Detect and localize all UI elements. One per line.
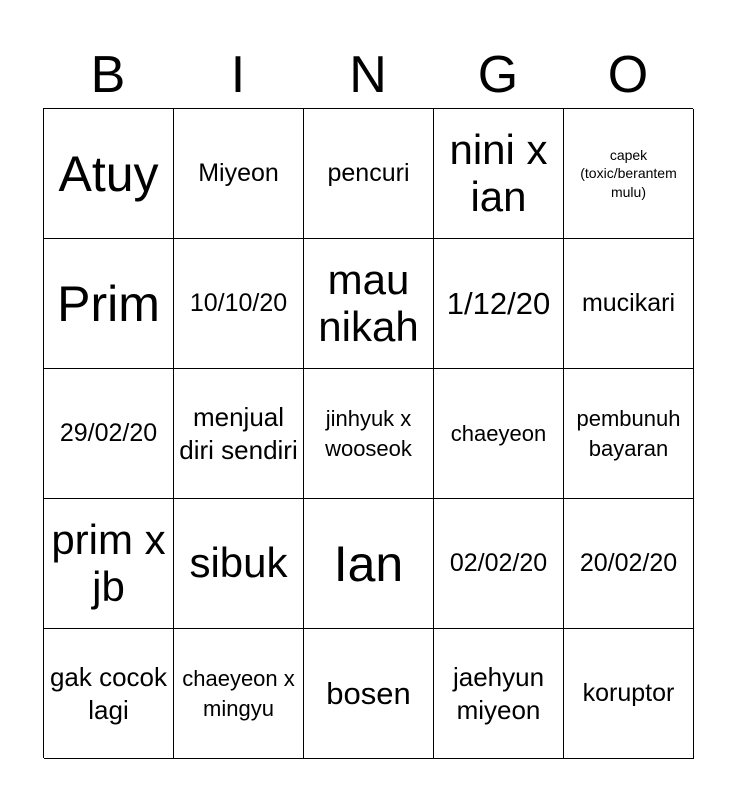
- cell-text: pencuri: [327, 159, 410, 187]
- cell-text: chaeyeon x mingyu: [182, 665, 295, 721]
- cell-text: gak cocok lagi: [49, 662, 168, 725]
- cell-text: jaehyun miyeon: [452, 662, 545, 725]
- bingo-cell[interactable]: [564, 109, 694, 239]
- bingo-cell[interactable]: [434, 239, 564, 369]
- cell-text: Prim: [57, 275, 160, 332]
- bingo-cell[interactable]: [174, 499, 304, 629]
- bingo-cell[interactable]: [174, 629, 304, 759]
- bingo-cell[interactable]: [174, 369, 304, 499]
- bingo-cell[interactable]: [434, 369, 564, 499]
- bingo-cell[interactable]: [304, 369, 434, 499]
- cell-text: Atuy: [58, 145, 159, 202]
- cell-text: mucikari: [581, 289, 676, 317]
- cell-text: Miyeon: [198, 159, 279, 187]
- cell-text: prim x jb: [51, 516, 166, 610]
- bingo-cell[interactable]: [44, 239, 174, 369]
- bingo-cell[interactable]: [44, 109, 174, 239]
- bingo-cell[interactable]: [434, 499, 564, 629]
- cell-text: 29/02/20: [59, 419, 158, 447]
- bingo-cell[interactable]: [44, 499, 174, 629]
- cell-text: 20/02/20: [579, 549, 678, 577]
- header-letter-o: O: [607, 46, 649, 104]
- bingo-cell[interactable]: [304, 499, 434, 629]
- bingo-cell[interactable]: [564, 629, 694, 759]
- bingo-cell[interactable]: [564, 499, 694, 629]
- cell-text: 10/10/20: [189, 289, 288, 317]
- cell-text: jinhyuk x wooseok: [325, 405, 412, 461]
- header-letter-g: G: [477, 46, 519, 104]
- bingo-cell[interactable]: [304, 629, 434, 759]
- header-letter-n: N: [349, 46, 387, 104]
- cell-text: chaeyeon: [450, 420, 547, 446]
- bingo-cell[interactable]: [304, 239, 434, 369]
- cell-text: koruptor: [582, 679, 675, 707]
- cell-text: 02/02/20: [449, 549, 548, 577]
- bingo-cell[interactable]: [44, 369, 174, 499]
- cell-text: mau nikah: [318, 256, 419, 350]
- cell-text: Ian: [333, 535, 404, 592]
- bingo-cell[interactable]: [434, 109, 564, 239]
- cell-text: pembunuh bayaran: [576, 405, 681, 461]
- header-letter-b: B: [90, 46, 126, 104]
- header-letter-i: I: [230, 46, 246, 104]
- bingo-cell[interactable]: [564, 369, 694, 499]
- cell-text: nini x ian: [449, 126, 548, 220]
- cell-text: 1/12/20: [446, 285, 551, 321]
- bingo-cell[interactable]: [304, 109, 434, 239]
- cell-text: menjual diri sendiri: [179, 402, 298, 465]
- bingo-cell[interactable]: [564, 239, 694, 369]
- bingo-cell[interactable]: [44, 629, 174, 759]
- cell-text: capek (toxic/berantem mulu): [580, 147, 677, 200]
- cell-text: sibuk: [189, 539, 288, 587]
- bingo-cell[interactable]: [174, 239, 304, 369]
- bingo-cell[interactable]: [434, 629, 564, 759]
- cell-text: bosen: [326, 675, 411, 711]
- bingo-board: [43, 108, 693, 758]
- bingo-cell[interactable]: [174, 109, 304, 239]
- bingo-header: [43, 40, 693, 108]
